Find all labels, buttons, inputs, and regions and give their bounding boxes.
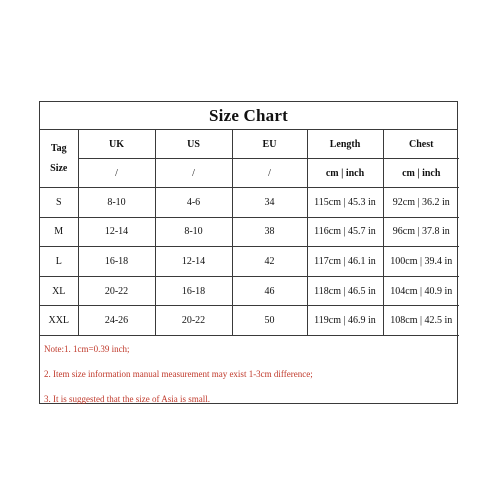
column-header-us: US [155, 130, 232, 159]
cell-length: 118cm | 46.5 in [307, 276, 383, 306]
table-row [40, 276, 459, 306]
unit-length: cm | inch [307, 159, 383, 188]
column-header-length: Length [307, 130, 383, 159]
cell-uk: 20-22 [78, 276, 155, 306]
cell-us: 20-22 [155, 306, 232, 336]
table-header-row [40, 130, 459, 159]
cell-eu: 42 [232, 247, 307, 277]
tag-size-header-line1: Tag [50, 142, 67, 154]
size-chart [39, 101, 458, 404]
table-row [40, 306, 459, 336]
cell-us: 8-10 [155, 217, 232, 247]
cell-tag: S [40, 188, 78, 218]
unit-eu: / [232, 159, 307, 188]
units-row [40, 159, 459, 188]
cell-chest: 96cm | 37.8 in [383, 217, 459, 247]
cell-length: 116cm | 45.7 in [307, 217, 383, 247]
column-header-uk: UK [78, 130, 155, 159]
notes-section [40, 336, 457, 437]
unit-chest: cm | inch [383, 159, 459, 188]
cell-chest: 100cm | 39.4 in [383, 247, 459, 277]
cell-us: 16-18 [155, 276, 232, 306]
cell-eu: 34 [232, 188, 307, 218]
cell-eu: 38 [232, 217, 307, 247]
cell-us: 12-14 [155, 247, 232, 277]
table-row [40, 217, 459, 247]
unit-us: / [155, 159, 232, 188]
cell-us: 4-6 [155, 188, 232, 218]
cell-chest: 108cm | 42.5 in [383, 306, 459, 336]
cell-length: 119cm | 46.9 in [307, 306, 383, 336]
unit-uk: / [78, 159, 155, 188]
note-2: 2. Item size information manual measurement may exist 1-3cm difference; [44, 368, 313, 379]
cell-uk: 24-26 [78, 306, 155, 336]
table-row [40, 247, 459, 277]
cell-chest: 92cm | 36.2 in [383, 188, 459, 218]
column-header-chest: Chest [383, 130, 459, 159]
cell-tag: XXL [40, 306, 78, 336]
cell-tag: XL [40, 276, 78, 306]
cell-length: 117cm | 46.1 in [307, 247, 383, 277]
cell-eu: 46 [232, 276, 307, 306]
note-1: Note:1. 1cm=0.39 inch; [44, 343, 130, 354]
tag-size-header-line2: Size [50, 162, 68, 174]
cell-uk: 12-14 [78, 217, 155, 247]
note-3: 3. It is suggested that the size of Asia is small. [44, 393, 210, 404]
cell-length: 115cm | 45.3 in [307, 188, 383, 218]
size-table [40, 130, 459, 336]
cell-tag: M [40, 217, 78, 247]
table-row [40, 188, 459, 218]
cell-tag: L [40, 247, 78, 277]
tag-size-header [40, 130, 78, 188]
cell-chest: 104cm | 40.9 in [383, 276, 459, 306]
cell-uk: 16-18 [78, 247, 155, 277]
cell-eu: 50 [232, 306, 307, 336]
column-header-eu: EU [232, 130, 307, 159]
cell-uk: 8-10 [78, 188, 155, 218]
size-chart-title: Size Chart [40, 102, 457, 130]
